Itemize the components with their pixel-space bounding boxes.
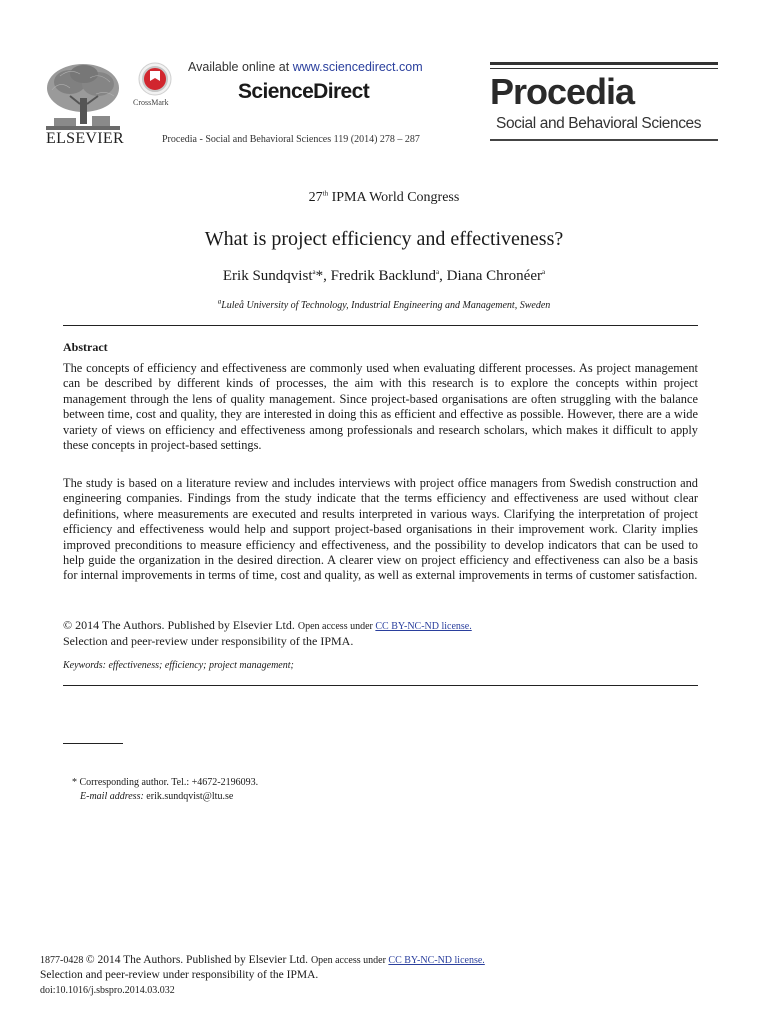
author-affiliation-mark: a: [436, 268, 440, 276]
affiliation-text: Luleå University of Technology, Industrial Engineering and Management, Sweden: [221, 300, 551, 311]
sciencedirect-logo[interactable]: ScienceDirect: [238, 80, 370, 103]
corresponding-author-mark: *: [315, 268, 324, 284]
available-online-prefix: Available online at: [188, 60, 293, 74]
conference-name: IPMA World Congress: [328, 190, 460, 205]
elsevier-logo[interactable]: [40, 60, 126, 150]
procedia-title: Procedia: [490, 71, 635, 112]
author-separator: ,: [439, 268, 447, 284]
copyright-text: © 2014 The Authors. Published by Elsevier Ltd.: [63, 618, 298, 632]
procedia-top-rule-thin: [490, 68, 718, 69]
footer-issn: 1877-0428: [40, 955, 86, 966]
email-footnote: [80, 791, 233, 802]
journal-citation: Procedia - Social and Behavioral Sciences 119 (2014) 278 – 287: [162, 134, 420, 145]
author-affiliation-mark: a: [542, 268, 546, 276]
abstract-bottom-rule: [63, 685, 698, 686]
footer-copyright: © 2014 The Authors. Published by Elsevier Ltd.: [85, 954, 311, 966]
footer-license-link[interactable]: CC BY-NC-ND license.: [388, 955, 485, 966]
procedia-journal-logo[interactable]: [490, 62, 718, 142]
author-name: Erik Sundqvist: [222, 268, 313, 284]
author-separator: ,: [323, 268, 331, 284]
footer-doi[interactable]: doi:10.1016/j.sbspro.2014.03.032: [40, 985, 175, 996]
author-name: Fredrik Backlund: [330, 268, 436, 284]
procedia-top-rule-thick: [490, 62, 718, 65]
available-online-line: [188, 60, 423, 74]
email-address: erik.sundqvist@ltu.se: [143, 791, 234, 802]
conference-number-suffix: th: [322, 189, 329, 198]
keywords-line: [63, 660, 294, 671]
affiliation-line: [0, 297, 768, 311]
crossmark-label: CrossMark: [133, 98, 169, 107]
corresponding-author-footnote: * Corresponding author. Tel.: +4672-2196093.: [72, 777, 259, 788]
email-label: E-mail address:: [80, 791, 144, 802]
abstract-top-rule: [63, 325, 698, 326]
author-list: [0, 268, 768, 285]
procedia-subtitle: Social and Behavioral Sciences: [496, 115, 702, 132]
abstract-paragraph: The concepts of efficiency and effectiveness are commonly used when evaluating different processes. As project management can be described by different kinds of processes, the aim with this research is to explore the concepts within project management through the lens of quality management. Since project-based organisations are often struggling with the balance between time, cost and quality, they are interested in doing this as efficient and effective as possible. However, there are a wide variety of views on efficiency and effectiveness among professionals and research scholars, which makes it difficult to apply these concepts in project-based settings.: [63, 361, 698, 453]
conference-line: [0, 190, 768, 206]
sciencedirect-url-link[interactable]: www.sciencedirect.com: [292, 60, 423, 74]
paper-title: What is project efficiency and effectiveness?: [204, 228, 564, 250]
author-name: Diana Chronéer: [446, 268, 542, 284]
crossmark-icon: [133, 62, 177, 98]
footer-copyright-line: [40, 953, 720, 968]
peer-review-line: Selection and peer-review under responsibility of the IPMA.: [63, 634, 354, 648]
keywords-text: effectiveness; efficiency; project management;: [105, 660, 294, 671]
procedia-bottom-rule: [490, 139, 718, 141]
keywords-label: Keywords:: [63, 660, 106, 671]
copyright-line: [63, 618, 698, 634]
elsevier-tree-icon: [40, 60, 126, 132]
elsevier-wordmark: ELSEVIER: [46, 130, 124, 147]
author-affiliation-mark: a: [312, 268, 316, 276]
conference-number: 27: [308, 190, 323, 205]
abstract-paragraph: The study is based on a literature review and includes interviews with project office managers from Swedish construction and engineering companies. Findings from the study indicate that the terms efficiency and effectiveness are used without clear definitions, where measurements are executed and results interpreted in various ways. Clarifying the interpretation of project efficiency and effectiveness would help and support project-based organisations in their improvement work. Clarity implies improved preconditions to measure efficiency and effectiveness, and the possibility to develop indicators that can be used to help guide the organization in the desired direction. A clearer view on project efficiency and effectiveness can also be a basis for internal improvements in terms of time, cost and quality, as well as external improvements in terms of customer satisfaction.: [63, 476, 698, 583]
abstract-heading: Abstract: [63, 340, 108, 354]
affiliation-mark: a: [217, 297, 222, 306]
license-link[interactable]: CC BY-NC-ND license.: [375, 621, 472, 632]
crossmark-badge[interactable]: [133, 62, 177, 110]
open-access-text: Open access under: [297, 621, 376, 632]
footer-peer-review: Selection and peer-review under responsibility of the IPMA.: [40, 969, 319, 981]
footnote-separator: [63, 743, 123, 744]
footer-open-access: Open access under: [310, 955, 389, 966]
footer-block: [40, 953, 720, 998]
copyright-block: [63, 618, 698, 649]
